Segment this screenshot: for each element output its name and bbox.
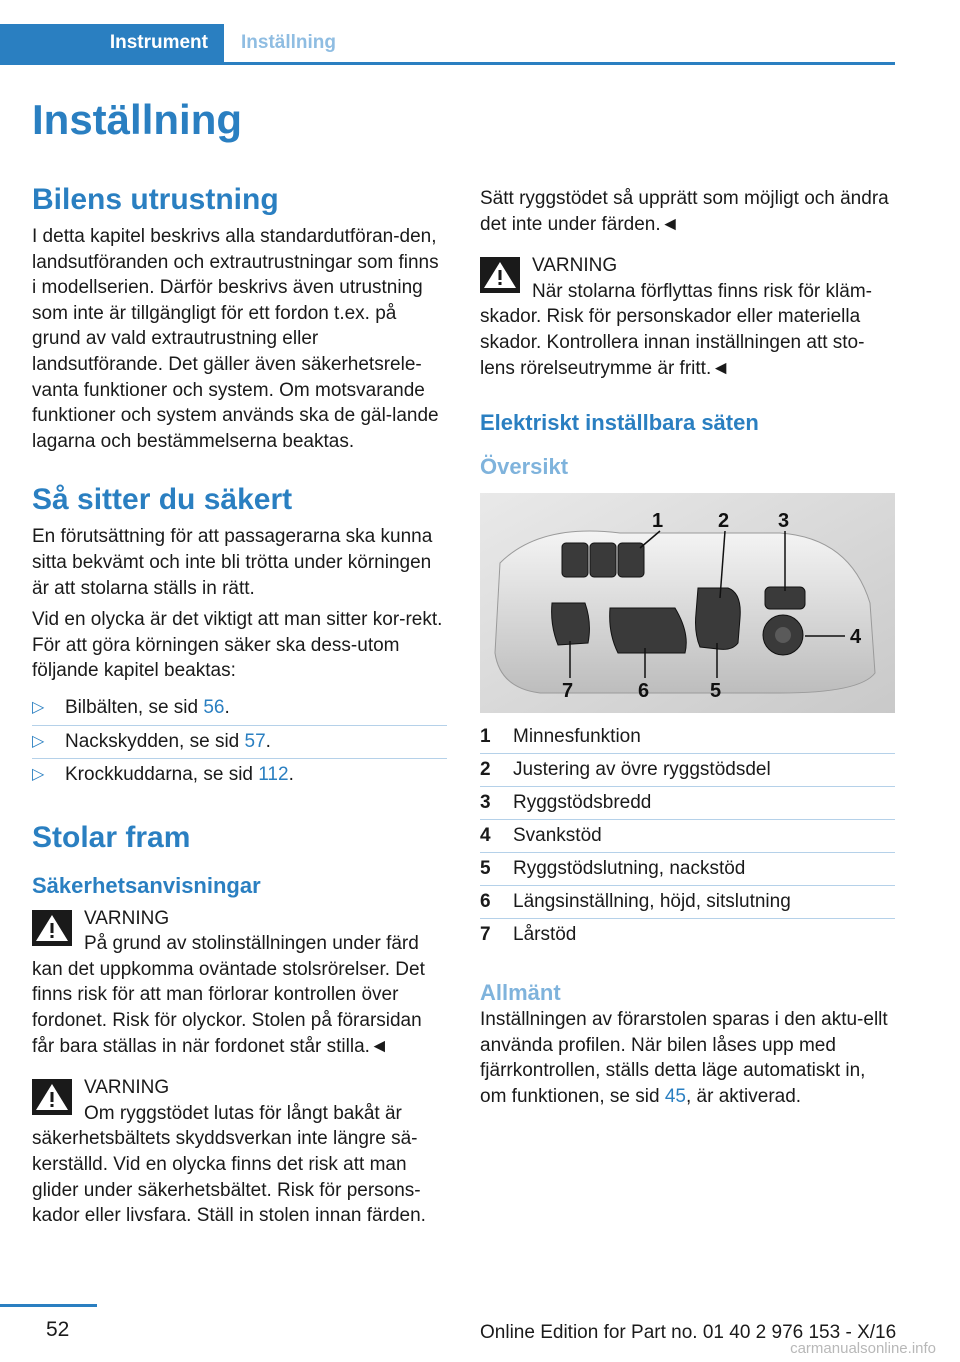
tab-instrument[interactable]: Instrument <box>0 24 224 62</box>
warning-body: säkerhetsbältets skyddsverkan inte längre sä-kerställd. Vid en olycka finns det risk att man glider under säkerhetsbältet. Risk för persons-kador eller livsfara. Ställ in stolen innan färden. <box>32 1128 426 1227</box>
warning-body: kan det uppkomma oväntade stolsrörelser. Det finns risk för att man förlorar kontrollen över fordonet. Risk för olyckor. Stolen på förarsidan får bara ställas in när fordonet står stilla.◄ <box>32 958 425 1057</box>
list-item: 3 Ryggstödsbredd <box>480 787 895 820</box>
list-item: ▷ Krockkuddarna, se sid 112. <box>32 759 447 792</box>
list-item: 5 Ryggstödslutning, nackstöd <box>480 853 895 886</box>
callout-label: 6 <box>638 680 650 703</box>
list-item: 1 Minnesfunktion <box>480 721 895 754</box>
left-column <box>32 182 447 1229</box>
heading-oversikt: Översikt <box>480 454 569 480</box>
list-item: 6 Längsinställning, höjd, sitslutning <box>480 886 895 919</box>
page-title: Inställning <box>32 96 242 143</box>
triangle-bullet-icon: ▷ <box>32 766 45 784</box>
page-link-45[interactable]: 45 <box>664 1085 686 1107</box>
paragraph-sakert-2: Vid en olycka är det viktigt att man sitter kor-rekt. För att göra körningen säker ska dess-utom följande kapitel beaktas: <box>32 609 443 682</box>
callout-label: 7 <box>562 680 574 703</box>
header-bar <box>0 24 895 65</box>
edition-text: Online Edition for Part no. 01 40 2 976 153 - X/16 <box>480 1322 897 1343</box>
callout-label: 3 <box>778 510 790 533</box>
warning-body: skador. Risk för personskador eller materiella skador. Kontrollera innan inställningen att sto-lens rörelseutrymme är fritt.◄ <box>480 306 865 379</box>
bullet-list <box>32 692 447 792</box>
heading-allmant: Allmänt <box>480 980 561 1006</box>
triangle-bullet-icon: ▷ <box>32 698 45 716</box>
warning-label: VARNING <box>532 255 618 277</box>
heading-elektriskt-installbara: Elektriskt inställbara säten <box>480 410 759 436</box>
list-item: ▷ Nackskydden, se sid 57. <box>32 726 447 760</box>
tab-installning[interactable]: Inställning <box>241 32 336 53</box>
seat-controls-figure <box>480 493 895 713</box>
warning-block-3 <box>480 253 895 381</box>
list-item: 2 Justering av övre ryggstödsdel <box>480 754 895 787</box>
warning-line: Om ryggstödet lutas för långt bakåt är <box>84 1102 402 1124</box>
warning-triangle-icon <box>480 257 520 293</box>
heading-stolar-fram: Stolar fram <box>32 820 191 854</box>
list-item: ▷ Bilbälten, se sid 56. <box>32 692 447 726</box>
warning-block-1 <box>32 906 447 1060</box>
footer-rule <box>0 1304 97 1307</box>
callout-label: 1 <box>652 510 664 533</box>
warning-line: På grund av stolinställningen under färd <box>84 933 419 955</box>
page-link-57[interactable]: 57 <box>244 730 266 752</box>
warning-triangle-icon <box>32 910 72 946</box>
warning-label: VARNING <box>84 907 170 929</box>
page-link-112[interactable]: 112 <box>258 764 289 786</box>
page-number: 52 <box>46 1318 70 1341</box>
paragraph-ryggstod: Sätt ryggstödet så upprätt som möjligt och ändra det inte under färden.◄ <box>480 188 889 235</box>
heading-sakerhetsanvisningar: Säkerhetsanvisningar <box>32 872 261 898</box>
warning-triangle-icon <box>32 1079 72 1115</box>
paragraph-sakert-1: En förutsättning för att passagerarna ska kunna sitta bekvämt och inte bli trötta under körningen är att stolarna ställs in rätt. <box>32 526 433 599</box>
callout-label: 5 <box>710 680 722 703</box>
paragraph-allmant: Inställningen av förarstolen sparas i den aktu-ellt använda profilen. När bilen låses upp med fjärrkontrollen, ställs detta läge automatiskt in, om funktionen, se sid 45, är aktiverad. <box>480 1009 888 1107</box>
warning-block-2 <box>32 1075 447 1229</box>
warning-line: När stolarna förflyttas finns risk för kläm- <box>532 280 872 302</box>
warning-label: VARNING <box>84 1077 170 1099</box>
paragraph-utrustning: I detta kapitel beskrivs alla standardutföran-den, landsutföranden och extrautrustningar som finns i modellserien. Därför beskrivs även utrustning som inte är tillgängligt för ett fordon t.ex. på grund av vald extrautrustning eller landsutförande. Det gäller även säkerhetsrele-vanta funktioner och system. Om motsvarande funktioner och system används ska de gäl-lande lagarna och bestämmelserna beaktas. <box>32 226 439 452</box>
right-column <box>480 186 895 1110</box>
triangle-bullet-icon: ▷ <box>32 732 45 750</box>
page-link-56[interactable]: 56 <box>203 696 225 718</box>
list-item: 7 Lårstöd <box>480 924 577 946</box>
legend-list <box>480 721 895 951</box>
callout-label: 4 <box>850 626 862 649</box>
heading-bilens-utrustning: Bilens utrustning <box>32 183 279 216</box>
watermark: carmanualsonline.info <box>790 1340 936 1357</box>
callout-label: 2 <box>718 510 730 533</box>
list-item: 4 Svankstöd <box>480 820 895 853</box>
heading-sa-sitter-du-sakert: Så sitter du säkert <box>32 483 293 517</box>
